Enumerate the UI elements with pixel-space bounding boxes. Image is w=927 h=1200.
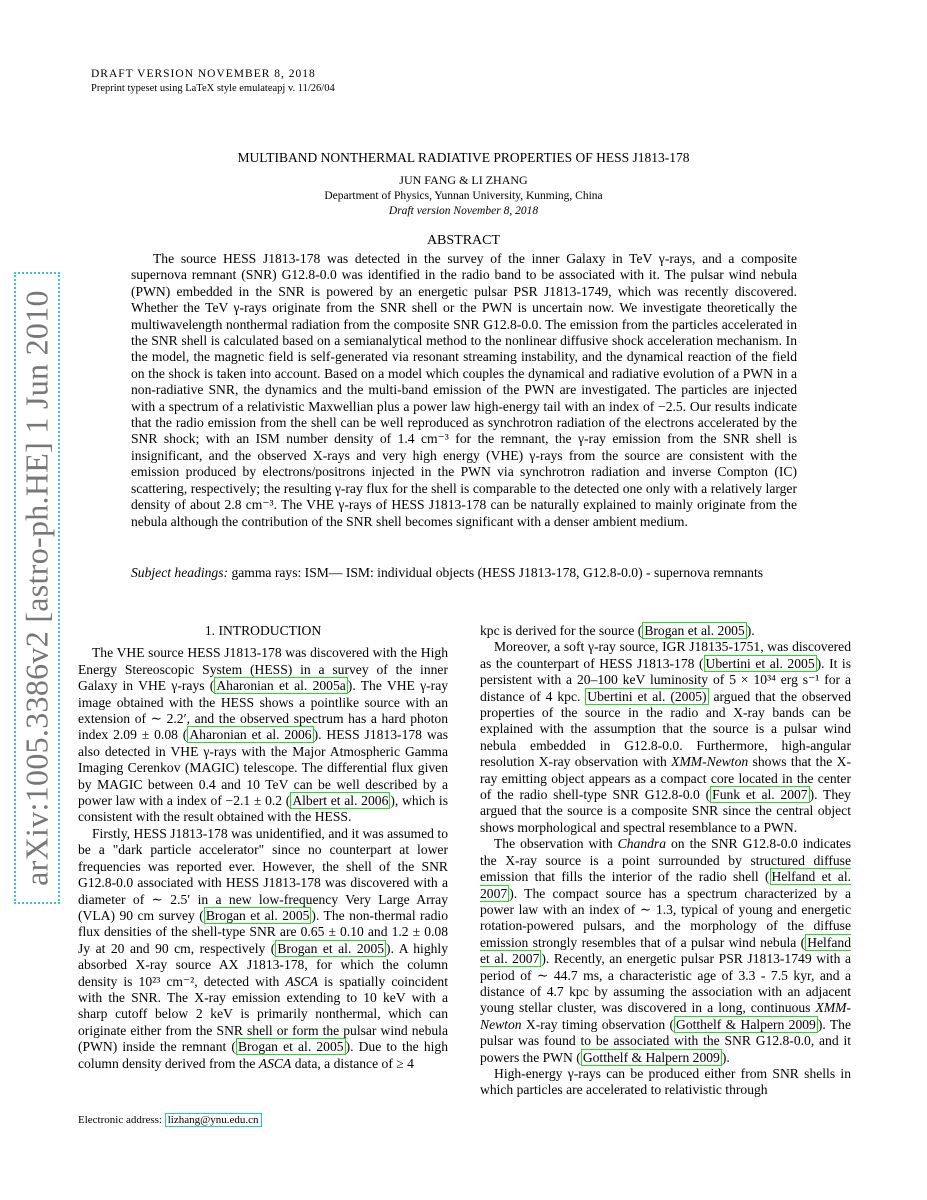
authors: JUN FANG & LI ZHANG	[399, 173, 528, 187]
subject-headings	[131, 565, 797, 581]
citation-link[interactable]: Brogan et al. 2005	[237, 1039, 344, 1055]
citation-link[interactable]: Ubertini et al. 2005	[705, 655, 815, 671]
intro-paragraph-2: Firstly, HESS J1813-178 was unidentified, and it was assumed to be a "dark particle accelerator" since no counterpart at lower frequencies was reported ever. However, the shell of the SNR G12.8-0.0 associated with HESS J1813-178 was discovered with a diameter of ∼ 2.5′ in a new low-frequency Very Large Array (VLA) 90 cm survey ( Brogan et al. 2005 ). The non-thermal radio flux densities of the shell-type SNR are 0.65 ± 0.10 and 1.2 ± 0.08 Jy at 20 and 90 cm, respectively ( Brogan et al. 2005 ). A highly absorbed X-ray source AX J1813-178, for which the column density is 10²³ cm⁻², detected with ASCA is spatially coincident with the SNR. The X-ray emission extending to 10 keV with a sharp cutoff below 2 keV is primarily nonthermal, which can originate either from the SNR shell or form the pulsar wind nebula (PWN) inside the remnant ( Brogan et al. 2005 ). Due to the high column density derived from the ASCA data, a distance of ≥ 4	[78, 825, 449, 1071]
right-column	[480, 623, 851, 1099]
citation-link[interactable]: Aharonian et al. 2005a	[216, 678, 346, 694]
intro-paragraph-5: High-energy γ-rays can be produced either from SNR shells in which particles are accelerated to relativistic through	[480, 1065, 851, 1098]
citation-link[interactable]: Brogan et al. 2005	[644, 623, 745, 638]
citation-link[interactable]: Helfand et al. 2007	[480, 934, 851, 967]
affiliation: Department of Physics, Yunnan University, Kunming, China	[324, 190, 603, 202]
paper-title: MULTIBAND NONTHERMAL RADIATIVE PROPERTIES OF HESS J1813-178	[237, 150, 690, 165]
citation-link[interactable]: Helfand et al. 2007	[480, 869, 851, 901]
citation-link[interactable]: Albert et al. 2006	[292, 793, 389, 809]
intro-paragraph-3: Moreover, a soft γ-ray source, IGR J18135-1751, was discovered as the counterpart of HESS J1813-178 ( Ubertini et al. 2005 ). It is persistent with a 20–100 keV luminosity of 5 × 10³⁴ erg s⁻¹ for a distance of 4 kpc. Ubertini et al. (2005) argued that the observed properties of the source in the radio and X-ray bands can be explained with the assumption that the source is a pulsar wind nebula embedded in G12.8-0.0. Furthermore, high-angular resolution X-ray observation with XMM-Newton shows that the X-ray emitting object appears as a compact core located in the center of the radio shell-type SNR G12.8-0.0 ( Funk et al. 2007 ). They argued that the source is a composite SNR since the central object shows morphological and spectral resemblance to a PWN.	[480, 639, 851, 835]
draft-date: Draft version November 8, 2018	[388, 205, 539, 217]
continued-paragraph: kpc is derived for the source ( Brogan et al. 2005 ).	[480, 623, 755, 638]
citation-link[interactable]: Brogan et al. 2005	[277, 940, 385, 956]
email-link[interactable]: lizhang@ynu.edu.cn	[165, 1113, 262, 1127]
preprint-note: Preprint typeset using LaTeX style emulateapj v. 11/26/04	[91, 83, 335, 94]
footnote	[78, 1114, 262, 1126]
abstract-heading: ABSTRACT	[426, 233, 501, 248]
citation-link[interactable]: Brogan et al. 2005	[205, 907, 310, 923]
arxiv-identifier[interactable]	[14, 272, 60, 904]
section-title: 1. INTRODUCTION	[204, 623, 322, 638]
citation-link[interactable]: Gotthelf & Halpern 2009	[676, 1016, 816, 1032]
subject-text: gamma rays: ISM— ISM: individual objects (HESS J1813-178, G12.8-0.0) - supernova remnants	[231, 565, 764, 580]
citation-link[interactable]: Funk et al. 2007	[712, 787, 808, 803]
draft-header: DRAFT VERSION NOVEMBER 8, 2018	[91, 68, 316, 80]
arxiv-identifier-text: arXiv:1005.3386v2 [astro-ph.HE] 1 Jun 2010	[18, 290, 55, 886]
intro-paragraph-4: The observation with Chandra on the SNR G12.8-0.0 indicates the X-ray source is a point surrounded by structured diffuse emission that fills the interior of the radio shell ( Helfand et al. 2007 ). The compact source has a spectrum characterized by a power law with an index of ∼ 1.3, typical of young and energetic rotation-powered pulsars, and the morphology of the diffuse emission strongly resembles that of a pulsar wind nebula ( Helfand et al. 2007 ). Recently, an energetic pulsar PSR J1813-1749 with a period of ∼ 44.7 ms, a characteristic age of 3.3 - 7.5 kyr, and a distance of 4.7 kpc by assuming the association with an adjacent young stellar cluster, was discovered in a long, continuous XMM-Newton X-ray timing observation ( Gotthelf & Halpern 2009 ). The pulsar was found to be associated with the SNR G12.8-0.0, and it powers the PWN ( Gotthelf & Halpern 2009 ).	[480, 836, 852, 1065]
abstract-text: The source HESS J1813-178 was detected in the survey of the inner Galaxy in TeV γ-rays, and a composite supernova remnant (SNR) G12.8-0.0 was identified in the radio band to be associated with it. The pulsar wind nebula (PWN) embedded in the SNR is powered by an energetic pulsar PSR J1813-1749, which was recently discovered. Whether the TeV γ-rays originate from the SNR shell or the PWN is uncertain now. We investigate theoretically the multiwavelength nonthermal radiation from the composite SNR G12.8-0.0. The emission from the particles accelerated in the SNR shell is calculated based on a semianalytical method to the nonlinear diffusive shock acceleration mechanism. In the model, the magnetic field is self-generated via resonant streaming instability, and the dynamical reaction of the field on the shock is taken into account. Based on a model which couples the dynamical and radiative evolution of a PWN in a non-radiative SNR, the dynamics and the multi-band emission of the PWN are investigated. The particles are injected with a spectrum of a relativistic Maxwellian plus a power law high-energy tail with an index of −2.5. Our results indicate that the radio emission from the shell can be well reproduced as synchrotron radiation of the electrons accelerated by the SNR shock; with an ISM number density of 1.4 cm⁻³ for the remnant, the γ-ray emission from the SNR shell is insignificant, and the observed X-rays and very high energy (VHE) γ-rays from the source are consistent with the emission produced by electrons/positrons injected in the PWN via synchrotron radiation and inverse Compton (IC) scattering, respectively; the resulting γ-ray flux for the shell is comparable to the detected one only with a relatively larger density of about 2.8 cm⁻³. The VHE γ-rays of HESS J1813-178 can be naturally explained to mainly originate from the nebula although the contribution of the SNR shell becomes significant with a denser ambient medium.	[131, 251, 797, 529]
intro-paragraph-1: The VHE source HESS J1813-178 was discovered with the High Energy Stereoscopic System (HESS) in a survey of the inner Galaxy in VHE γ-rays ( Aharonian et al. 2005a ). The VHE γ-ray image obtained with the HESS shows a pointlike source with an extension of ∼ 2.2′, and the observed spectrum has a hard photon index 2.09 ± 0.08 ( Aharonian et al. 2006 ). HESS J1813-178 was also detected in VHE γ-rays with the Major Atmospheric Gamma Imaging Cerenkov (MAGIC) telescope. The differential flux given by MAGIC between 0.4 and 10 TeV can be well described by a power law with a index of −2.1 ± 0.2 ( Albert et al. 2006 ), which is consistent with the result obtained with the HESS.	[78, 645, 449, 825]
subject-label: Subject headings:	[131, 565, 229, 580]
citation-link[interactable]: Aharonian et al. 2006	[189, 727, 312, 743]
footnote-label: Electronic address:	[78, 1114, 165, 1126]
citation-link[interactable]: Gotthelf & Halpern 2009	[582, 1049, 720, 1065]
left-column	[78, 623, 448, 1072]
citation-link[interactable]: Ubertini et al. (2005)	[587, 688, 707, 704]
